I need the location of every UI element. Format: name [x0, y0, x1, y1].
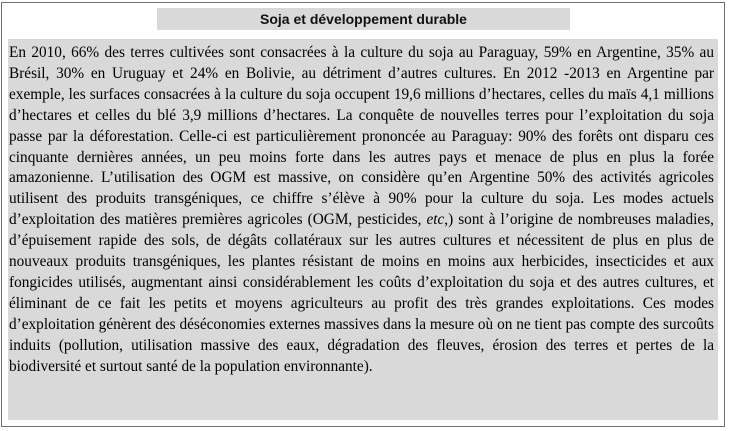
body-paragraph	[9, 43, 714, 378]
body-text-etc: etc	[426, 211, 445, 229]
text-box	[8, 39, 718, 420]
body-text-part-1: En 2010, 66% des terres cultivées sont consacrées à la culture du soja au Paraguay, 59% en Argentine, 35% au Brésil, 30% en Uruguay et 24% en Bolivie, au détriment d’autres cultures. En 2012 -2013 en Argentine par exemple, les surfaces consacrées à la culture du soja occupent 19,6 millions d’hectares, celles du maïs 4,1 millions d’hectares et celles du blé 3,9 millions d’hectares. La conquête de nouvelles terres pour l’exploitation du soja passe par la déforestation. Celle-ci est particulièrement prononcée au Paraguay: 90% des forêts ont disparu ces cinquante dernières années, un peu moins forte dans les autres pays et menace de plus en plus la forée amazonienne. L’utilisation des OGM est massive, on considère qu’en Argentine 50% des activités agricoles utilisent des produits transgéniques, ce chiffre s’élève à 90% pour la culture du soja. Les modes actuels d’exploitation des matières premières agricoles (OGM, pesticides,	[9, 44, 714, 229]
document-title-text: Soja et développement durable	[260, 11, 467, 27]
document-title	[157, 8, 570, 30]
body-text-part-2: ,) sont à l’origine de nombreuses maladies, d’épuisement rapide des sols, de dégâts collatéraux sur les autres cultures et nécessitent de plus en plus de nouveaux produits transgéniques, les plantes résistant de moins en moins aux herbicides, insecticides et aux fongicides utilisés, augmentant ainsi considérablement les coûts d’exploitation du soja et des autres cultures, et éliminant de ce fait les petits et moyens agriculteurs au profit des très grandes exploitations. Ces modes d’exploitation génèrent des déséconomies externes massives dans la mesure où on ne tient pas compte des surcoûts induits (pollution, utilisation massive des eaux, dégradation des fleuves, érosion des terres et pertes de la biodiversité et surtout santé de la population environnante).	[9, 211, 714, 375]
